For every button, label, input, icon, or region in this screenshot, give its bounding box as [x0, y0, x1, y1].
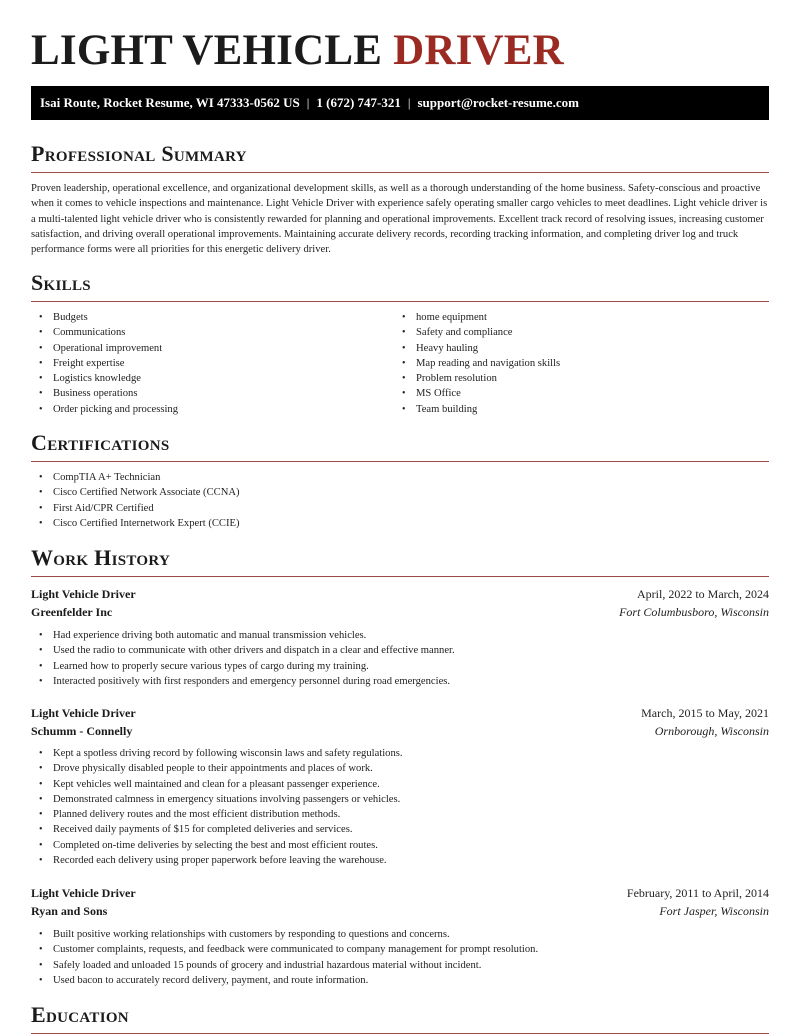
skill-item: • Freight expertise [31, 356, 178, 371]
job-bullet: • Customer complaints, requests, and feedback were communicated to company management for prompt resolution. [31, 942, 538, 957]
skill-item: • Team building [394, 402, 560, 417]
job-bullet: • Kept vehicles well maintained and clean for a pleasant passenger experience. [31, 777, 403, 792]
skill-item: • Business operations [31, 386, 178, 401]
job-bullets [31, 927, 538, 988]
job-company: Greenfelder Inc [31, 605, 113, 619]
job-bullet: • Planned delivery routes and the most efficient distribution methods. [31, 807, 403, 822]
contact-email: support@rocket-resume.com [417, 95, 579, 110]
contact-separator: | [407, 95, 411, 110]
skill-item: • home equipment [394, 310, 560, 325]
job-bullets [31, 746, 403, 868]
work-history-heading: Work History [31, 545, 171, 570]
job-location: Fort Jasper, Wisconsin [659, 904, 769, 918]
skill-item: • Operational improvement [31, 341, 178, 356]
job-location: Fort Columbusboro, Wisconsin [619, 605, 769, 619]
job-title: Light Vehicle Driver [31, 706, 136, 720]
job-title: Light Vehicle Driver [31, 587, 136, 601]
job-bullet: • Demonstrated calmness in emergency situations involving passengers or vehicles. [31, 792, 403, 807]
skill-item: • Communications [31, 325, 178, 340]
contact-separator: | [306, 95, 310, 110]
job-bullet: • Used bacon to accurately record delivery, payment, and route information. [31, 973, 538, 988]
certification-item: • Cisco Certified Internetwork Expert (CCIE) [31, 516, 240, 531]
skill-item: • MS Office [394, 386, 560, 401]
job-bullet: • Recorded each delivery using proper paperwork before leaving the warehouse. [31, 853, 403, 868]
job-company: Ryan and Sons [31, 904, 108, 918]
job-company-row [31, 604, 769, 620]
skill-item: • Problem resolution [394, 371, 560, 386]
skill-item: • Logistics knowledge [31, 371, 178, 386]
certifications-heading: Certifications [31, 430, 170, 455]
skills-list-right [394, 310, 560, 417]
job-company-row [31, 903, 769, 919]
job-location: Ornborough, Wisconsin [654, 724, 769, 738]
job-bullet: • Used the radio to communicate with other drivers and dispatch in a clear and effective manner. [31, 643, 455, 658]
job-dates: March, 2015 to May, 2021 [641, 706, 769, 720]
job-bullet: • Received daily payments of $15 for completed deliveries and services. [31, 822, 403, 837]
certification-item: • CompTIA A+ Technician [31, 470, 240, 485]
education-heading: Education [31, 1002, 129, 1027]
summary-text: Proven leadership, operational excellence, and organizational development skills, as well as a thorough understanding of the home business. Safety-conscious and proactive when it comes to vehicle inspections and maintenance. Light Vehicle Driver with experience safely operating smaller cargo vehicles to meet deadlines. Light vehicle driver is a multi-talented light vehicle driver who is consistently rewarded for planning and operational improvements. Excellent track record of resolving issues, increasing customer satisfaction, and driving overall operational improvements. Maintaining accurate delivery records, recording tracking information, and completing driver log and truck performance forms were all priorities for this energetic delivery driver. [31, 183, 768, 256]
job-bullet: • Interacted positively with first responders and emergency personnel during road emergencies. [31, 674, 455, 689]
contact-address: Isai Route, Rocket Resume, WI 47333-0562 US [40, 95, 300, 110]
job-title-row [31, 705, 769, 721]
work-history-rule [31, 576, 769, 577]
job-bullet: • Learned how to properly secure various types of cargo during my training. [31, 659, 455, 674]
contact-phone: 1 (672) 747-321 [316, 95, 401, 110]
job-bullet: • Had experience driving both automatic and manual transmission vehicles. [31, 628, 455, 643]
skill-item: • Order picking and processing [31, 402, 178, 417]
certification-item: • First Aid/CPR Certified [31, 501, 240, 516]
skill-item: • Budgets [31, 310, 178, 325]
skills-list-left [31, 310, 178, 417]
resume-title [31, 28, 564, 74]
education-rule [31, 1033, 769, 1034]
certifications-list [31, 470, 240, 531]
skill-item: • Safety and compliance [394, 325, 560, 340]
job-dates: April, 2022 to March, 2024 [637, 587, 769, 601]
title-accent: DRIVER [393, 27, 564, 74]
title-main: LIGHT VEHICLE [31, 27, 383, 74]
job-bullet: • Kept a spotless driving record by following wisconsin laws and safety regulations. [31, 746, 403, 761]
summary-heading: Professional Summary [31, 141, 247, 166]
skill-item: • Heavy hauling [394, 341, 560, 356]
job-bullet: • Safely loaded and unloaded 15 pounds of grocery and industrial hazardous material without incident. [31, 958, 538, 973]
job-bullet: • Completed on-time deliveries by selecting the best and most efficient routes. [31, 838, 403, 853]
job-company-row [31, 723, 769, 739]
job-title: Light Vehicle Driver [31, 886, 136, 900]
job-title-row [31, 885, 769, 901]
certification-item: • Cisco Certified Network Associate (CCNA) [31, 485, 240, 500]
job-dates: February, 2011 to April, 2014 [626, 886, 769, 900]
skill-item: • Map reading and navigation skills [394, 356, 560, 371]
contact-bar [31, 86, 769, 120]
job-title-row [31, 586, 769, 602]
job-company: Schumm - Connelly [31, 724, 133, 738]
skills-rule [31, 301, 769, 302]
job-bullets [31, 628, 455, 689]
certifications-rule [31, 461, 769, 462]
summary-rule [31, 172, 769, 173]
job-bullet: • Drove physically disabled people to their appointments and places of work. [31, 761, 403, 776]
job-bullet: • Built positive working relationships with customers by responding to questions and concerns. [31, 927, 538, 942]
skills-heading: Skills [31, 270, 91, 295]
